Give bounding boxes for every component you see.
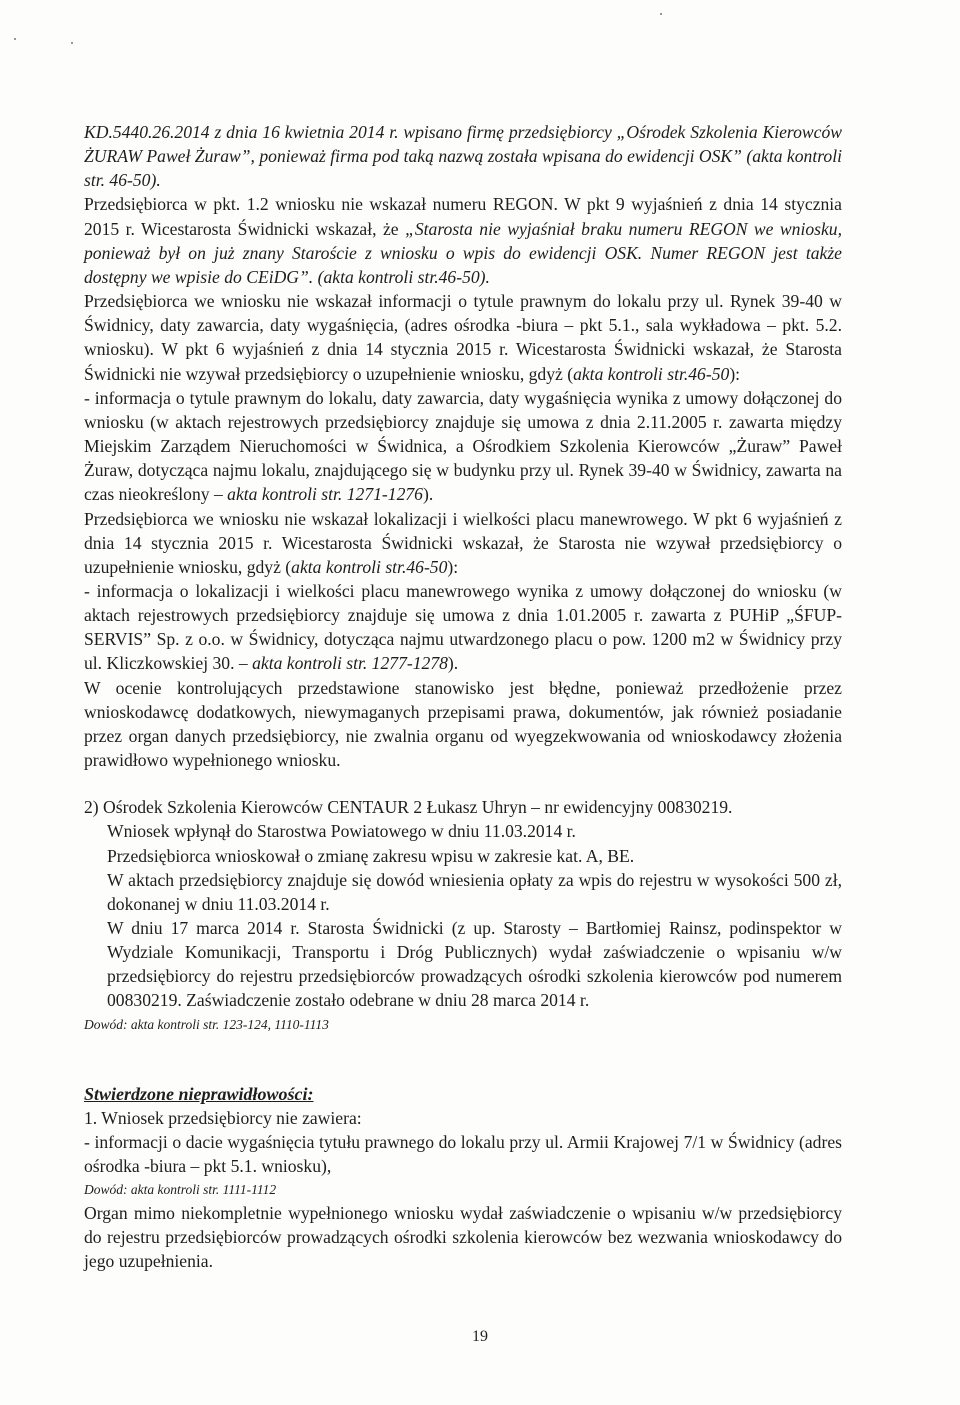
finding-conclusion — [84, 1201, 842, 1273]
plac-info-text: - informacja o lokalizacji i wielkości placu manewrowego wynika z umowy dołączonej do wniosku (w aktach rejestrowych przedsiębiorcy znajduje się umowa z dnia 1.01.2005 r. zawarta z PUHiP „ŚFUP-SERVIS” Sp. z o.o. w Świdnicy, dotycząca najmu utwardzonego placu o pow. 1200 m2 w Świdnicy przy ul. Kliczkowskiej 30. – — [84, 580, 842, 674]
plac-info-ref: akta kontroli str. 1277-1278 — [252, 653, 448, 674]
finding-1-text: 1. Wniosek przedsiębiorcy nie zawiera: — [84, 1107, 362, 1128]
section-2-oplata: W aktach przedsiębiorcy znajduje się dowód wniesienia opłaty za wpis do rejestru w wysokości 500 zł, dokonanej w dniu 11.03.2014 r. — [107, 869, 842, 914]
evidence-note-text: Dowód: akta kontroli str. 123-124, 1110-1113 — [84, 1016, 329, 1032]
paragraph-regon — [84, 192, 842, 289]
paragraph-lokal — [84, 289, 842, 386]
finding-1-detail — [84, 1130, 842, 1178]
evidence-note — [84, 1013, 842, 1036]
section-2-zaswiadczenie: W dniu 17 marca 2014 r. Starosta Świdnicki (z up. Starosty – Bartłomiej Rainsz, podinspektor w Wydziale Komunikacji, Transportu i Dróg Publicznych) wydał zaświadczenie o wpisaniu w/w przedsiębiorcy do rejestru przedsiębiorców prowadzących ośrodki szkolenia kierowców pod numerem 00830219. Zaświadczenie zostało odebrane w dniu 28 marca 2014 r. — [107, 918, 842, 1011]
paragraph-kd-entry — [84, 120, 842, 192]
section-2-line — [84, 916, 842, 1013]
lokal-info-tail: ). — [422, 484, 434, 505]
lokal-ref: akta kontroli str.46-50 — [573, 363, 730, 384]
lokal-text: Przedsiębiorca we wniosku nie wskazał informacji o tytule prawnym do lokalu przy ul. Rynek 39-40 w Świdnicy, daty zawarcia, daty wygaśnięcia, (adres ośrodka -biura – pkt 5.1., sala wykładowa – pkt. 5.2. wniosku). W pkt 6 wyjaśnień z dnia 14 stycznia 2015 r. Wicestarosta Świdnicki wskazał, że Starosta Świdnicki nie wzywał przedsiębiorcy o uzupełnienie wniosku, gdyż ( — [84, 291, 842, 384]
scan-speck — [14, 38, 16, 40]
finding-1-detail-text: - informacji o dacie wygaśnięcia tytułu prawnego do lokalu przy ul. Armii Krajowej 7/1 w Świdnicy (adres ośrodka -biura – pkt 5.1. wniosku), — [84, 1131, 842, 1176]
ocena-text: W ocenie kontrolujących przedstawione stanowisko jest błędne, ponieważ przedłożenie przez wnioskodawcę dodatkowych, niewymaganych przepisami prawa, dokumentów, jak również posiadanie przez organ danych przedsiębiorcy, nie zwalnia organu od wyegzekwowania od wnioskodawcy złożenia prawidłowo wypełnionego wniosku. — [84, 677, 842, 771]
section-2-line — [84, 844, 842, 868]
plac-ref: akta kontroli str.46-50 — [291, 556, 448, 577]
section-2-line — [84, 819, 842, 843]
page-number: 19 — [472, 1328, 488, 1345]
kd-entry-text: KD.5440.26.2014 z dnia 16 kwietnia 2014 r. wpisano firmę przedsiębiorcy „Ośrodek Szkolenia Kierowców ŻURAW Paweł Żuraw”, ponieważ firma pod taką nazwą została wpisana do ewidencji OSK” (akta kontroli str. 46-50). — [84, 122, 842, 191]
evidence-note — [84, 1178, 842, 1201]
section-2-title-text: 2) Ośrodek Szkolenia Kierowców CENTAUR 2 Łukasz Uhryn – nr ewidencyjny 00830219. — [84, 797, 733, 818]
section-2-wniosek: Wniosek wpłynął do Starostwa Powiatowego w dniu 11.03.2014 r. — [107, 821, 576, 842]
section-2-line — [84, 868, 842, 916]
lokal-tail: ): — [729, 363, 741, 384]
section-2-title — [84, 795, 842, 819]
lokal-info-ref: akta kontroli str. 1271-1276 — [227, 484, 423, 505]
evidence-note-text: Dowód: akta kontroli str. 1111-1112 — [84, 1182, 277, 1198]
paragraph-plac-info — [84, 579, 842, 676]
section-heading-text: Stwierdzone nieprawidłowości: — [84, 1083, 314, 1104]
scan-speck — [660, 13, 662, 15]
regon-quote: „Starosta nie wyjaśniał braku numeru REGON we wniosku, ponieważ był on już znany Staroście z wniosku o wpis do ewidencji OSK. Numer REGON jest także dostępny we wpisie do CEiDG”. (akta kontroli str.46-50). — [84, 218, 843, 287]
regon-text: Przedsiębiorca w pkt. 1.2 wniosku nie wskazał numeru REGON. W pkt 9 wyjaśnień z dnia 14 stycznia 2015 r. Wicestarosta Świdnicki wskazał, że — [84, 194, 842, 239]
finding-conclusion-text: Organ mimo niekompletnie wypełnionego wniosku wydał zaświadczenie o wpisaniu w/w przedsiębiorcy do rejestru przedsiębiorców prowadzących ośrodki szkolenia kierowców bez wezwania wnioskodawcy do jego uzupełnienia. — [84, 1203, 842, 1272]
paragraph-lokal-info — [84, 386, 842, 507]
finding-1 — [84, 1106, 842, 1130]
paragraph-ocena — [84, 676, 842, 773]
section-2-zmiana: Przedsiębiorca wnioskował o zmianę zakresu wpisu w zakresie kat. A, BE. — [107, 845, 635, 866]
plac-tail: ): — [447, 556, 459, 577]
paragraph-plac — [84, 507, 842, 579]
section-heading — [84, 1082, 842, 1106]
document-body — [84, 120, 842, 1274]
scan-speck — [71, 42, 73, 44]
lokal-info-text: - informacja o tytule prawnym do lokalu, daty zawarcia, daty wygaśnięcia wynika z umowy dołączonej do wniosku (w aktach rejestrowych przedsiębiorcy znajduje się umowa z dnia 2.11.2005 r. zawarta między Miejskim Zarządem Nieruchomości w Świdnica, a Ośrodkiem Szkolenia Kierowców „Żuraw” Paweł Żuraw, dotycząca najmu lokalu, znajdującego się w budynku przy ul. Rynek 39-40 w Świdnicy, zawarta na czas nieokreślony – — [84, 387, 842, 505]
plac-text: Przedsiębiorca we wniosku nie wskazał lokalizacji i wielkości placu manewrowego. W pkt 6 wyjaśnień z dnia 14 stycznia 2015 r. Wicestarosta Świdnicki wskazał, że Starosta nie wzywał przedsiębiorcy o uzupełnienie wniosku, gdyż ( — [84, 508, 842, 577]
spacer — [84, 772, 842, 795]
plac-info-tail: ). — [447, 653, 459, 674]
